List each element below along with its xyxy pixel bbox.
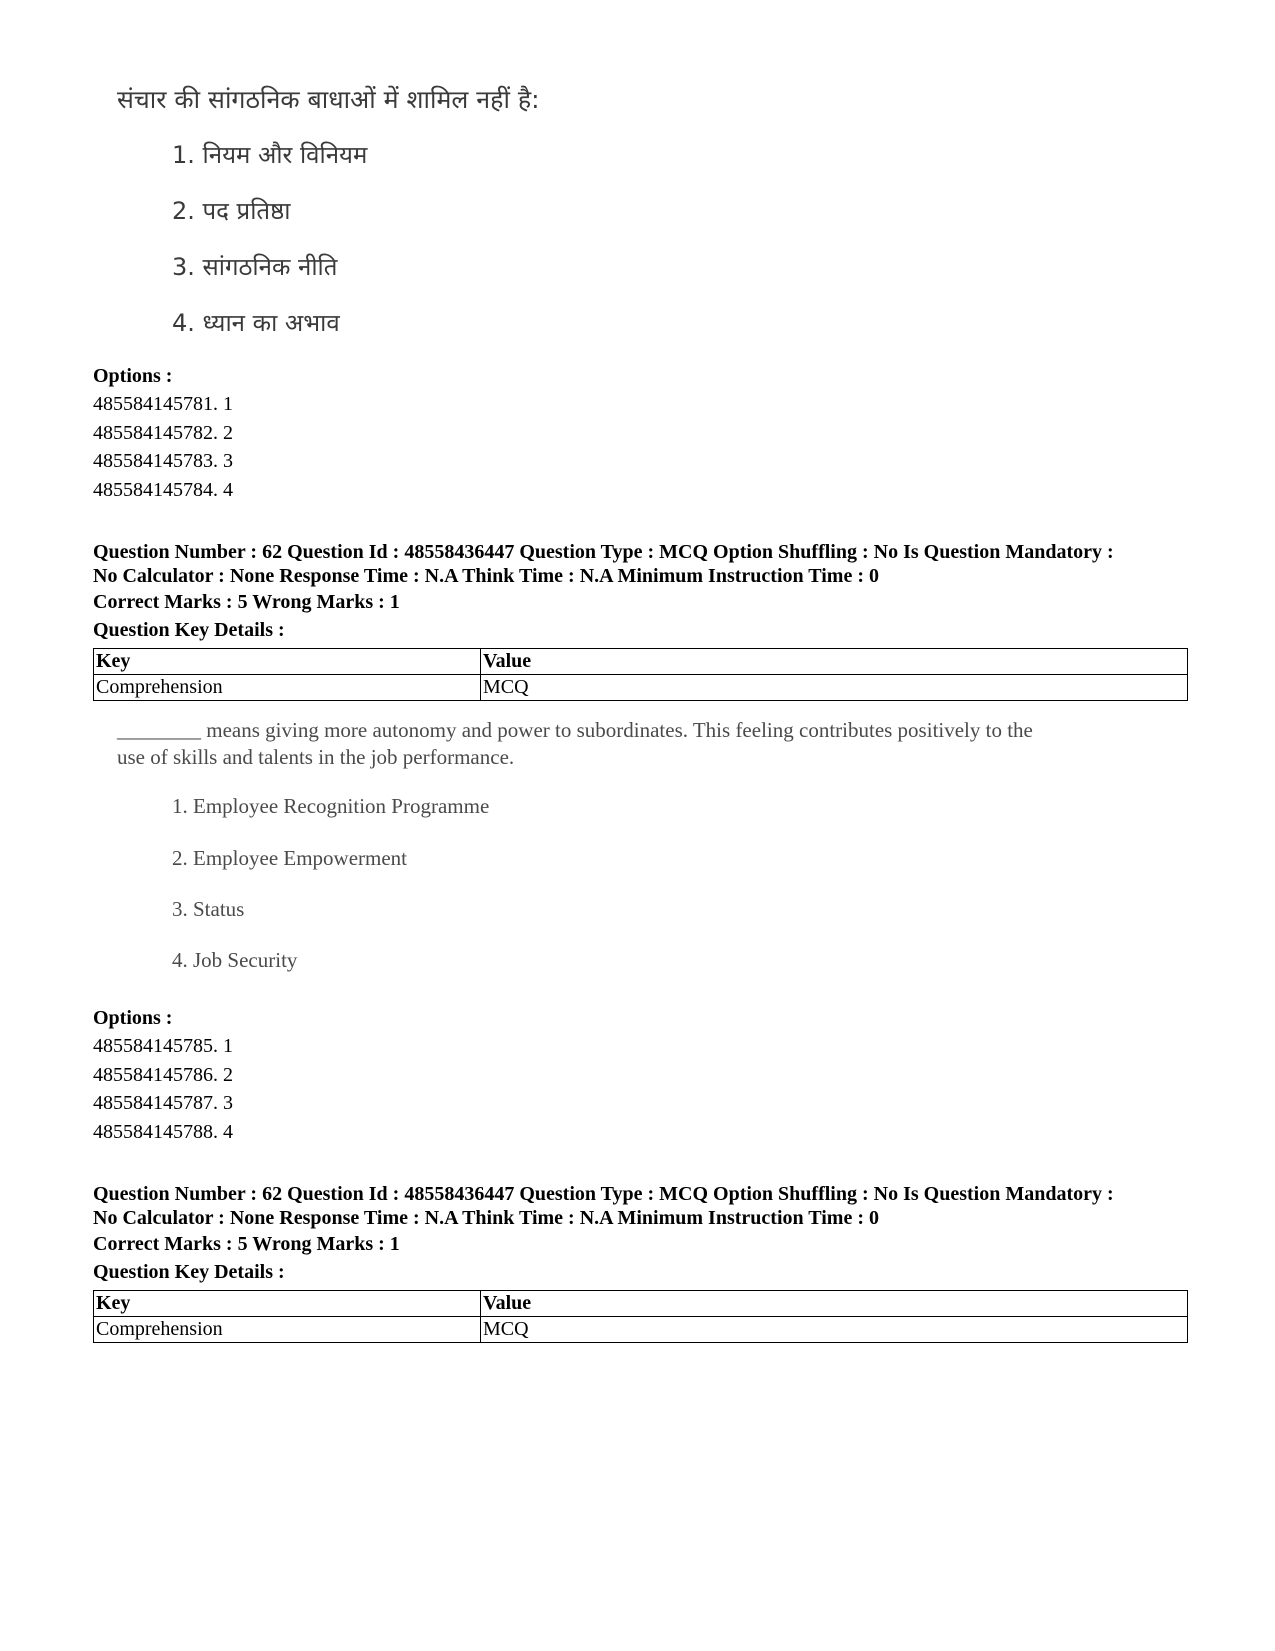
option-id: 485584145785. 1 — [93, 1035, 233, 1057]
table-row — [94, 675, 1188, 701]
question-image-hindi — [117, 82, 737, 352]
question-stem: संचार की सांगठनिक बाधाओं में शामिल नहीं है: — [117, 85, 540, 114]
table-cell: MCQ — [481, 675, 1188, 701]
key-details-heading: Question Key Details : — [93, 619, 285, 641]
table-header-row — [94, 649, 1188, 675]
question-option: 2. Employee Empowerment — [172, 846, 408, 870]
options-section — [93, 362, 233, 504]
question-option: 1. Employee Recognition Programme — [172, 794, 490, 818]
option-id: 485584145786. 2 — [93, 1063, 233, 1086]
options-heading: Options : — [93, 365, 173, 387]
table-header-cell: Value — [481, 649, 1188, 675]
question-option: 3. सांगठनिक नीति — [172, 253, 338, 281]
table-cell: Comprehension — [94, 675, 481, 701]
question-meta-line: No Calculator : None Response Time : N.A Think Time : N.A Minimum Instruction Time : 0 — [93, 565, 879, 587]
question-meta-line: Question Number : 62 Question Id : 48558436447 Question Type : MCQ Option Shuffling : No Is Question Mandatory : — [93, 1183, 1114, 1205]
table-header-row — [94, 1291, 1188, 1317]
table-cell: Comprehension — [94, 1317, 481, 1343]
table-header-cell: Key — [94, 649, 481, 675]
key-details-table — [93, 648, 1188, 701]
table-header-cell: Value — [481, 1291, 1188, 1317]
table-row — [94, 1317, 1188, 1343]
table-cell: MCQ — [481, 1317, 1188, 1343]
marks-line: Correct Marks : 5 Wrong Marks : 1 — [93, 1233, 400, 1255]
option-id: 485584145787. 3 — [93, 1092, 233, 1114]
option-id: 485584145782. 2 — [93, 421, 233, 444]
question-meta-line: Question Number : 62 Question Id : 48558436447 Question Type : MCQ Option Shuffling : No Is Question Mandatory : — [93, 541, 1114, 563]
option-id: 485584145783. 3 — [93, 450, 233, 472]
question-meta-block — [93, 540, 1188, 701]
option-id: 485584145784. 4 — [93, 478, 233, 501]
question-stem: ________ means giving more autonomy and power to subordinates. This feeling contributes positively to the — [117, 718, 1033, 742]
table-header-cell: Key — [94, 1291, 481, 1317]
question-option: 4. ध्यान का अभाव — [172, 309, 340, 337]
question-stem: use of skills and talents in the job performance. — [117, 745, 515, 769]
options-heading: Options : — [93, 1007, 173, 1029]
question-image-english — [117, 718, 1177, 978]
marks-line: Correct Marks : 5 Wrong Marks : 1 — [93, 591, 400, 613]
question-meta-block — [93, 1182, 1188, 1343]
options-section — [93, 1004, 233, 1146]
key-details-heading: Question Key Details : — [93, 1261, 285, 1283]
option-id: 485584145788. 4 — [93, 1120, 233, 1143]
option-id: 485584145781. 1 — [93, 393, 233, 415]
question-option: 1. नियम और विनियम — [172, 141, 368, 169]
question-option: 3. Status — [172, 897, 245, 921]
key-details-table — [93, 1290, 1188, 1343]
question-meta-line: No Calculator : None Response Time : N.A Think Time : N.A Minimum Instruction Time : 0 — [93, 1207, 879, 1229]
question-option: 2. पद प्रतिष्ठा — [172, 197, 291, 225]
question-option: 4. Job Security — [172, 948, 298, 972]
